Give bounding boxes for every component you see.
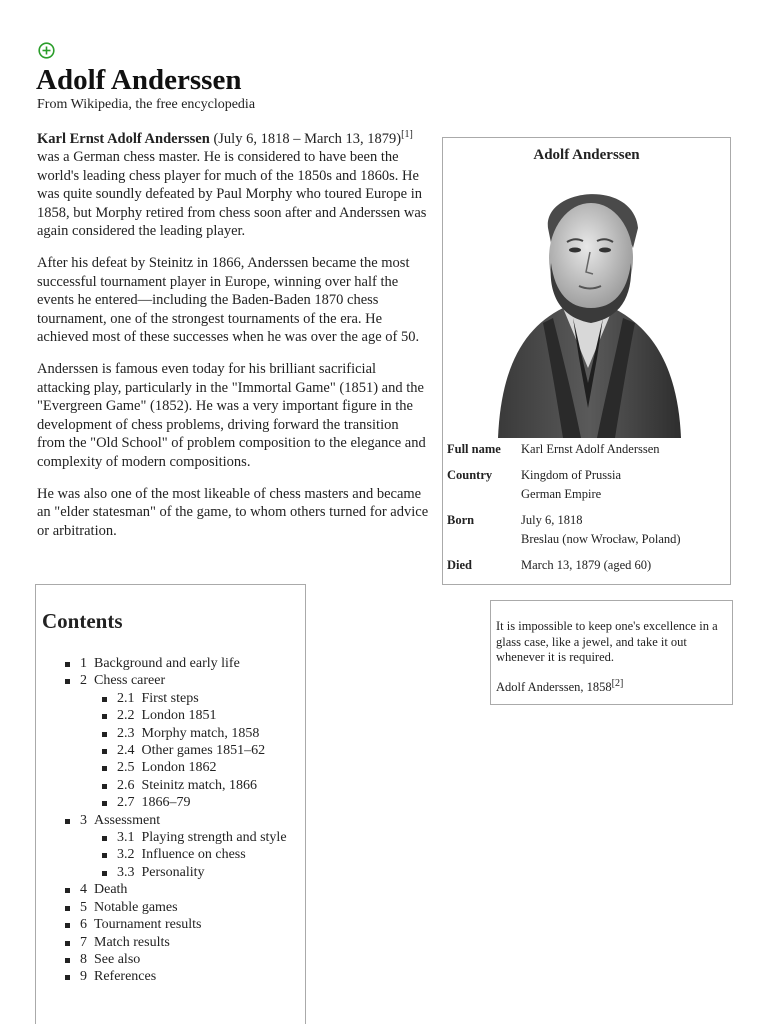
- toc-label[interactable]: Background and early life: [94, 656, 240, 671]
- toc-title: Contents: [42, 609, 123, 633]
- toc-item[interactable]: [64, 864, 287, 881]
- toc-item[interactable]: [64, 725, 287, 742]
- toc-item[interactable]: [64, 881, 287, 898]
- toc-label[interactable]: London 1862: [141, 760, 217, 776]
- infobox-value: [521, 440, 721, 459]
- country-link[interactable]: German Empire: [521, 487, 602, 501]
- toc-label[interactable]: Steinitz match, 1866: [141, 777, 257, 793]
- toc-item[interactable]: [64, 968, 287, 985]
- toc-label[interactable]: See also: [94, 951, 141, 967]
- infobox-row-country: [447, 466, 721, 504]
- subject-name: Karl Ernst Adolf Anderssen: [37, 131, 210, 147]
- paragraph-steinitz: After his defeat by Steinitz in 1866, Anderssen became the most successful tournament player in Europe, winning over half the events he entered—including the Baden-Baden 1870 chess tournament, one of the strongest tournaments of the era. He achieved most of these successes when he was over the age of 50.: [37, 255, 420, 346]
- infobox-value: [521, 511, 721, 549]
- toc-number: 2.5: [117, 760, 135, 776]
- toc-label[interactable]: First steps: [141, 690, 199, 706]
- toc-label[interactable]: Assessment: [94, 812, 161, 828]
- infobox-value: [521, 466, 721, 504]
- toc-number: 2.7: [117, 795, 135, 811]
- infobox-label: Born: [447, 513, 475, 527]
- quote-box: [490, 600, 733, 705]
- infobox-row-fullname: [447, 440, 721, 459]
- toc-number: 2.3: [117, 725, 135, 741]
- infobox-label: Died: [447, 558, 472, 572]
- country-link[interactable]: Kingdom of Prussia: [521, 468, 621, 482]
- toc-number: 3.1: [117, 830, 135, 846]
- toc-item[interactable]: [64, 829, 287, 846]
- infobox-row-born: [447, 511, 721, 549]
- toc-label[interactable]: Playing strength and style: [141, 830, 287, 846]
- toc-number: 2.6: [117, 777, 135, 793]
- quote-author: Adolf Anderssen, 1858: [496, 679, 612, 694]
- toc-item[interactable]: [64, 777, 287, 794]
- toc-item[interactable]: [64, 812, 287, 829]
- toc-item[interactable]: [64, 934, 287, 951]
- toc-label[interactable]: Match results: [94, 934, 170, 950]
- infobox-rows: [447, 440, 721, 582]
- table-of-contents: [35, 584, 306, 1024]
- toc-number: 3: [80, 812, 87, 828]
- toc-number: 1: [80, 656, 87, 671]
- citation-link[interactable]: [1]: [401, 129, 413, 141]
- page-tagline: From Wikipedia, the free encyclopedia: [37, 97, 256, 112]
- lifespan-text: (July 6, 1818 – March 13, 1879): [209, 131, 402, 147]
- page-title: Adolf Anderssen: [36, 64, 242, 96]
- toc-label[interactable]: 1866–79: [141, 795, 191, 811]
- add-icon[interactable]: [38, 42, 55, 59]
- toc-label[interactable]: Influence on chess: [141, 847, 246, 863]
- infobox-value: [521, 556, 721, 575]
- toc-label[interactable]: References: [94, 969, 157, 985]
- portrait-image[interactable]: [493, 168, 683, 438]
- infobox-label: Country: [447, 468, 493, 482]
- quote-text: It is impossible to keep one's excellence in a glass case, like a jewel, and take it out whenever it is required.: [496, 619, 718, 664]
- toc-label[interactable]: Notable games: [94, 899, 178, 915]
- toc-item[interactable]: [64, 672, 287, 689]
- toc-label[interactable]: Other games 1851–62: [141, 743, 266, 759]
- infobox-value-line: Karl Ernst Adolf Anderssen: [521, 442, 660, 456]
- toc-number: 2.4: [117, 743, 135, 759]
- toc-number: 8: [80, 951, 87, 967]
- toc-item[interactable]: [64, 742, 287, 759]
- toc-label[interactable]: Chess career: [94, 673, 166, 689]
- toc-number: 7: [80, 934, 87, 950]
- birthplace-link[interactable]: Breslau (now Wrocław, Poland): [521, 532, 681, 546]
- toc-label[interactable]: London 1851: [141, 708, 217, 724]
- toc-number: 2: [80, 673, 87, 689]
- toc-item[interactable]: [64, 794, 287, 811]
- toc-item[interactable]: [64, 655, 287, 672]
- toc-list: [64, 655, 287, 986]
- intro-text: was a German chess master. He is considered to have been the world's leading chess player for much of the 1850s and 1860s. He was quite soundly defeated by Paul Morphy who toured Europe in 1858, but Morphy retired from chess soon after and Anderssen was again considered the leading player.: [37, 149, 427, 240]
- toc-label[interactable]: Tournament results: [94, 917, 202, 933]
- infobox-row-died: [447, 556, 721, 575]
- paragraph-style: Anderssen is famous even today for his brilliant sacrificial attacking play, particularly in the "Immortal Game" (1851) and the "Evergreen Game" (1852). He was a very important figure in the development of chess problems, driving forward the transition from the "Old School" of problem composition to the elegance and complexity of modern compositions.: [37, 361, 426, 470]
- citation-link[interactable]: [2]: [611, 677, 624, 689]
- toc-number: 6: [80, 917, 87, 933]
- toc-item[interactable]: [64, 951, 287, 968]
- infobox: [442, 137, 731, 585]
- toc-number: 9: [80, 969, 87, 985]
- toc-label[interactable]: Morphy match, 1858: [141, 725, 260, 741]
- infobox-caption: Adolf Anderssen: [533, 147, 640, 163]
- toc-number: 3.2: [117, 847, 135, 863]
- toc-item[interactable]: [64, 899, 287, 916]
- toc-number: 3.3: [117, 864, 135, 880]
- toc-item[interactable]: [64, 916, 287, 933]
- toc-label[interactable]: Personality: [141, 864, 205, 880]
- toc-item[interactable]: [64, 690, 287, 707]
- toc-number: 4: [80, 882, 87, 898]
- toc-item[interactable]: [64, 707, 287, 724]
- toc-number: 5: [80, 899, 87, 915]
- toc-number: 2.2: [117, 708, 135, 724]
- toc-number: 2.1: [117, 690, 135, 706]
- toc-label[interactable]: Death: [94, 882, 128, 898]
- toc-item[interactable]: [64, 846, 287, 863]
- infobox-value-line: March 13, 1879 (aged 60): [521, 558, 652, 572]
- article-body: [37, 130, 429, 554]
- toc-item[interactable]: [64, 759, 287, 776]
- paragraph-intro: [37, 130, 429, 240]
- paragraph-personality: He was also one of the most likeable of chess masters and became an "elder statesman" of the game, to whom others turned for advice or arbitration.: [37, 485, 429, 539]
- infobox-label: Full name: [447, 442, 501, 456]
- infobox-value-line: July 6, 1818: [521, 513, 583, 527]
- quote-attribution: [496, 677, 727, 696]
